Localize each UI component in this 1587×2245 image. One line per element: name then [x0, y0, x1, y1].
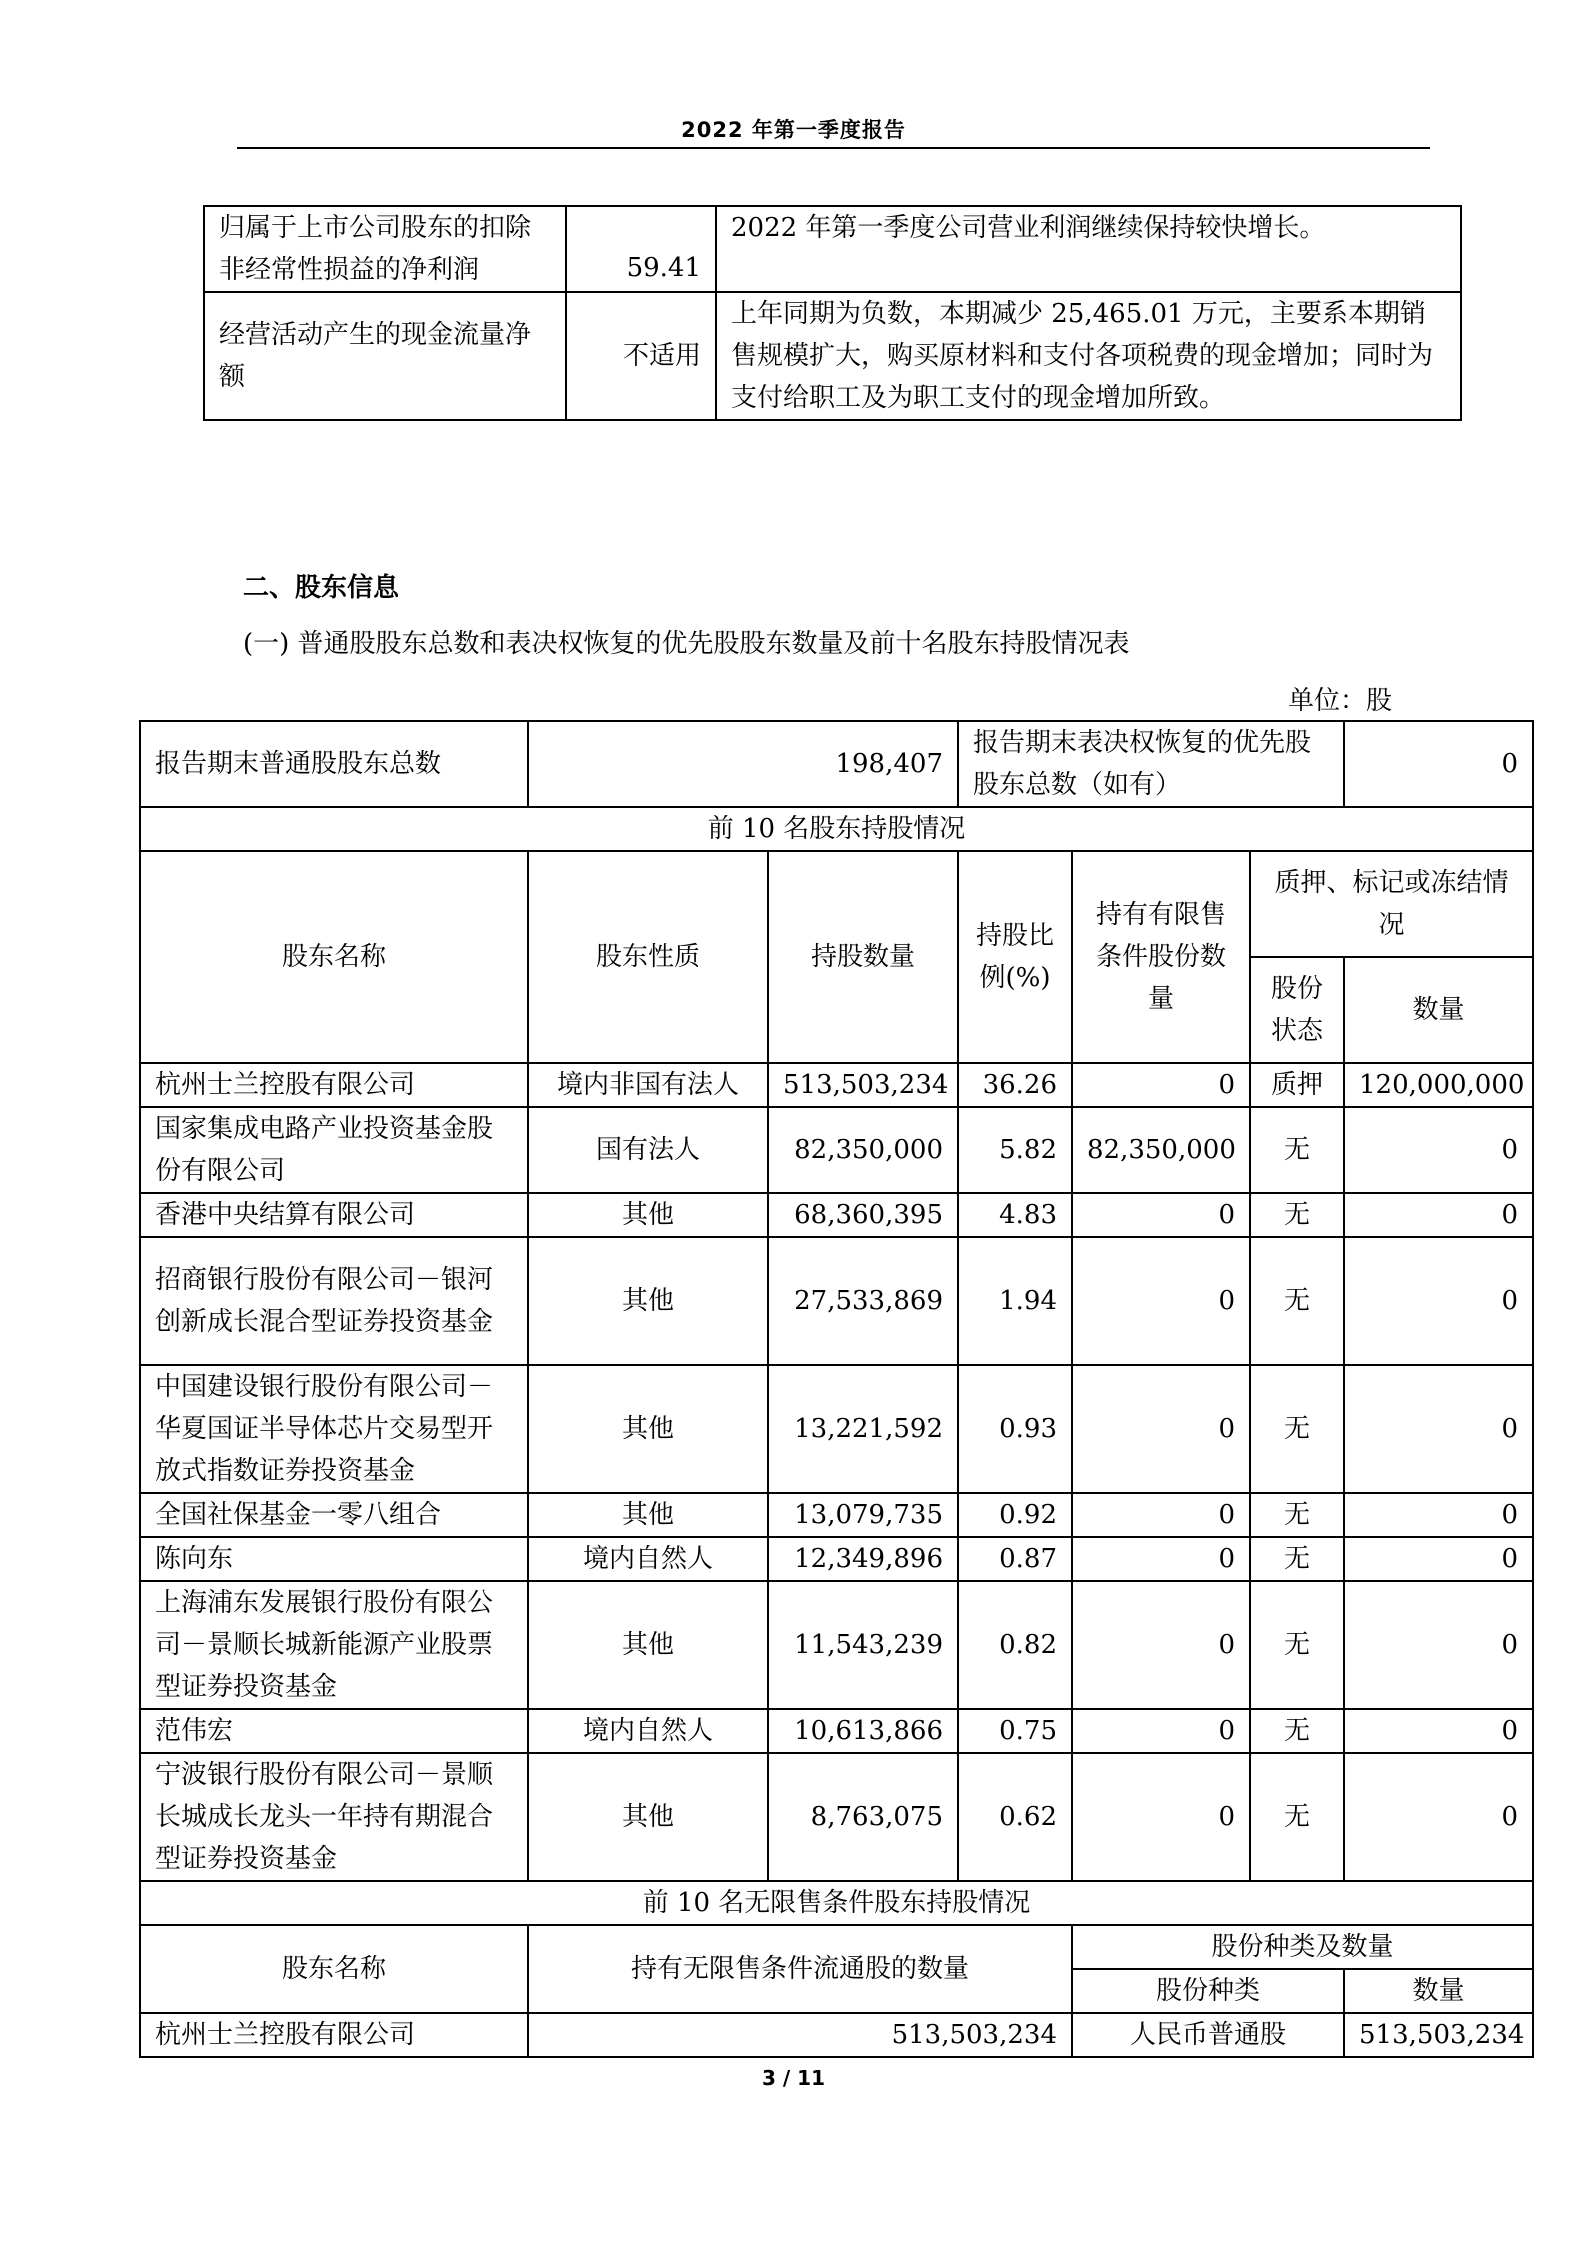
header-row: [140, 851, 1533, 957]
holder-qty: 0: [1344, 1581, 1533, 1709]
holder-name: 国家集成电路产业投资基金股份有限公司: [140, 1107, 528, 1193]
table-row: [140, 1709, 1533, 1753]
top10-caption: 前 10 名股东持股情况: [140, 807, 1533, 851]
holder-name: 陈向东: [140, 1537, 528, 1581]
holder-qty: 0: [1344, 1537, 1533, 1581]
holder-ratio: 4.83: [958, 1193, 1072, 1237]
header-pledge: 质押、标记或冻结情况: [1250, 851, 1533, 957]
holder-restricted: 0: [1072, 1753, 1250, 1881]
section-title: 二、股东信息: [243, 573, 400, 603]
item-cell: 经营活动产生的现金流量净额: [204, 292, 566, 420]
holder-ratio: 36.26: [958, 1063, 1072, 1107]
table-row: [140, 1537, 1533, 1581]
page-header-title: 2022 年第一季度报告: [681, 118, 906, 142]
holder-nature: 境内自然人: [528, 1537, 768, 1581]
holder-qty: 0: [1344, 1237, 1533, 1365]
holder-nature: 其他: [528, 1193, 768, 1237]
holder-shares: 8,763,075: [768, 1753, 958, 1881]
caption-row: [140, 1881, 1533, 1925]
unres-holder-type: 人民币普通股: [1072, 2013, 1344, 2057]
holder-status: 无: [1250, 1493, 1344, 1537]
holder-nature: 其他: [528, 1581, 768, 1709]
header-ratio: 持股比例(%): [958, 851, 1072, 1063]
header-pledge-status: 股份状态: [1250, 957, 1344, 1063]
header-rule: [237, 147, 1430, 149]
holder-shares: 82,350,000: [768, 1107, 958, 1193]
holder-qty: 120,000,000: [1344, 1063, 1533, 1107]
holder-restricted: 0: [1072, 1581, 1250, 1709]
holder-name: 香港中央结算有限公司: [140, 1193, 528, 1237]
header-restricted: 持有有限售条件股份数量: [1072, 851, 1250, 1063]
holder-restricted: 0: [1072, 1493, 1250, 1537]
table-row: [140, 1753, 1533, 1881]
header-nature: 股东性质: [528, 851, 768, 1063]
table-row: [140, 1193, 1533, 1237]
table-row: [204, 292, 1461, 420]
unres-header-type-qty: 股份种类及数量: [1072, 1925, 1533, 1969]
unrestricted-caption: 前 10 名无限售条件股东持股情况: [140, 1881, 1533, 1925]
holder-name: 中国建设银行股份有限公司－华夏国证半导体芯片交易型开放式指数证券投资基金: [140, 1365, 528, 1493]
profit-change-table: [203, 205, 1462, 421]
holder-status: 无: [1250, 1753, 1344, 1881]
holder-ratio: 0.75: [958, 1709, 1072, 1753]
total-holders-row: [140, 721, 1533, 807]
holder-ratio: 1.94: [958, 1237, 1072, 1365]
holder-restricted: 0: [1072, 1063, 1250, 1107]
reason-cell: 2022 年第一季度公司营业利润继续保持较快增长。: [716, 206, 1461, 292]
unres-holder-shares: 513,503,234: [528, 2013, 1072, 2057]
subsection-title: (一) 普通股股东总数和表决权恢复的优先股股东数量及前十名股东持股情况表: [243, 629, 1130, 659]
holder-name: 宁波银行股份有限公司－景顺长城成长龙头一年持有期混合型证券投资基金: [140, 1753, 528, 1881]
holder-shares: 10,613,866: [768, 1709, 958, 1753]
value-cell: 59.41: [566, 206, 716, 292]
caption-row: [140, 807, 1533, 851]
unres-header-name: 股东名称: [140, 1925, 528, 2013]
holder-qty: 0: [1344, 1493, 1533, 1537]
holder-ratio: 0.92: [958, 1493, 1072, 1537]
holder-shares: 13,221,592: [768, 1365, 958, 1493]
header-name: 股东名称: [140, 851, 528, 1063]
total-holders-value: 198,407: [528, 721, 958, 807]
holder-status: 无: [1250, 1537, 1344, 1581]
header-pledge-qty: 数量: [1344, 957, 1533, 1063]
table-row: [140, 1365, 1533, 1493]
holder-name: 全国社保基金一零八组合: [140, 1493, 528, 1537]
holder-status: 无: [1250, 1193, 1344, 1237]
table-row: [140, 1493, 1533, 1537]
holder-status: 无: [1250, 1237, 1344, 1365]
holder-status: 无: [1250, 1107, 1344, 1193]
unres-holder-qty: 513,503,234: [1344, 2013, 1533, 2057]
holder-shares: 513,503,234: [768, 1063, 958, 1107]
value-cell: 不适用: [566, 292, 716, 420]
header-shares: 持股数量: [768, 851, 958, 1063]
holder-name: 范伟宏: [140, 1709, 528, 1753]
holder-ratio: 0.62: [958, 1753, 1072, 1881]
holder-shares: 12,349,896: [768, 1537, 958, 1581]
holder-status: 无: [1250, 1709, 1344, 1753]
holder-restricted: 0: [1072, 1237, 1250, 1365]
holder-ratio: 0.87: [958, 1537, 1072, 1581]
unres-header-qty: 数量: [1344, 1969, 1533, 2013]
page-number: 3 / 11: [762, 2066, 825, 2090]
table-row: [140, 1107, 1533, 1193]
holder-ratio: 0.93: [958, 1365, 1072, 1493]
unit-label: 单位：股: [1288, 686, 1393, 716]
table-row: [140, 1063, 1533, 1107]
holder-nature: 其他: [528, 1237, 768, 1365]
holder-nature: 其他: [528, 1753, 768, 1881]
holder-qty: 0: [1344, 1365, 1533, 1493]
unres-holder-name: 杭州士兰控股有限公司: [140, 2013, 528, 2057]
total-holders-label: 报告期末普通股股东总数: [140, 721, 528, 807]
preferred-holders-label: 报告期末表决权恢复的优先股股东总数（如有）: [958, 721, 1344, 807]
holder-ratio: 0.82: [958, 1581, 1072, 1709]
holder-name: 杭州士兰控股有限公司: [140, 1063, 528, 1107]
holder-restricted: 0: [1072, 1537, 1250, 1581]
reason-cell: 上年同期为负数，本期减少 25,465.01 万元，主要系本期销售规模扩大，购买原材料和支付各项税费的现金增加；同时为支付给职工及为职工支付的现金增加所致。: [716, 292, 1461, 420]
holder-restricted: 0: [1072, 1193, 1250, 1237]
holder-nature: 境内自然人: [528, 1709, 768, 1753]
unres-header-shares: 持有无限售条件流通股的数量: [528, 1925, 1072, 2013]
holder-nature: 其他: [528, 1493, 768, 1537]
holder-status: 无: [1250, 1365, 1344, 1493]
holder-name: 上海浦东发展银行股份有限公司－景顺长城新能源产业股票型证券投资基金: [140, 1581, 528, 1709]
holder-restricted: 82,350,000: [1072, 1107, 1250, 1193]
holder-restricted: 0: [1072, 1709, 1250, 1753]
holder-status: 质押: [1250, 1063, 1344, 1107]
holder-nature: 境内非国有法人: [528, 1063, 768, 1107]
holder-name: 招商银行股份有限公司－银河创新成长混合型证券投资基金: [140, 1237, 528, 1365]
holder-qty: 0: [1344, 1709, 1533, 1753]
table-row: [140, 2013, 1533, 2057]
table-row: [140, 1581, 1533, 1709]
holder-restricted: 0: [1072, 1365, 1250, 1493]
table-row: [204, 206, 1461, 292]
item-cell: 归属于上市公司股东的扣除非经常性损益的净利润: [204, 206, 566, 292]
table-row: [140, 1237, 1533, 1365]
holder-shares: 11,543,239: [768, 1581, 958, 1709]
holder-shares: 27,533,869: [768, 1237, 958, 1365]
holder-shares: 68,360,395: [768, 1193, 958, 1237]
holder-nature: 其他: [528, 1365, 768, 1493]
shareholder-table: [139, 720, 1534, 2058]
holder-qty: 0: [1344, 1107, 1533, 1193]
header-row: [140, 1925, 1533, 1969]
holder-qty: 0: [1344, 1753, 1533, 1881]
unres-header-type: 股份种类: [1072, 1969, 1344, 2013]
holder-qty: 0: [1344, 1193, 1533, 1237]
preferred-holders-value: 0: [1344, 721, 1533, 807]
holder-shares: 13,079,735: [768, 1493, 958, 1537]
holder-ratio: 5.82: [958, 1107, 1072, 1193]
holder-status: 无: [1250, 1581, 1344, 1709]
holder-nature: 国有法人: [528, 1107, 768, 1193]
